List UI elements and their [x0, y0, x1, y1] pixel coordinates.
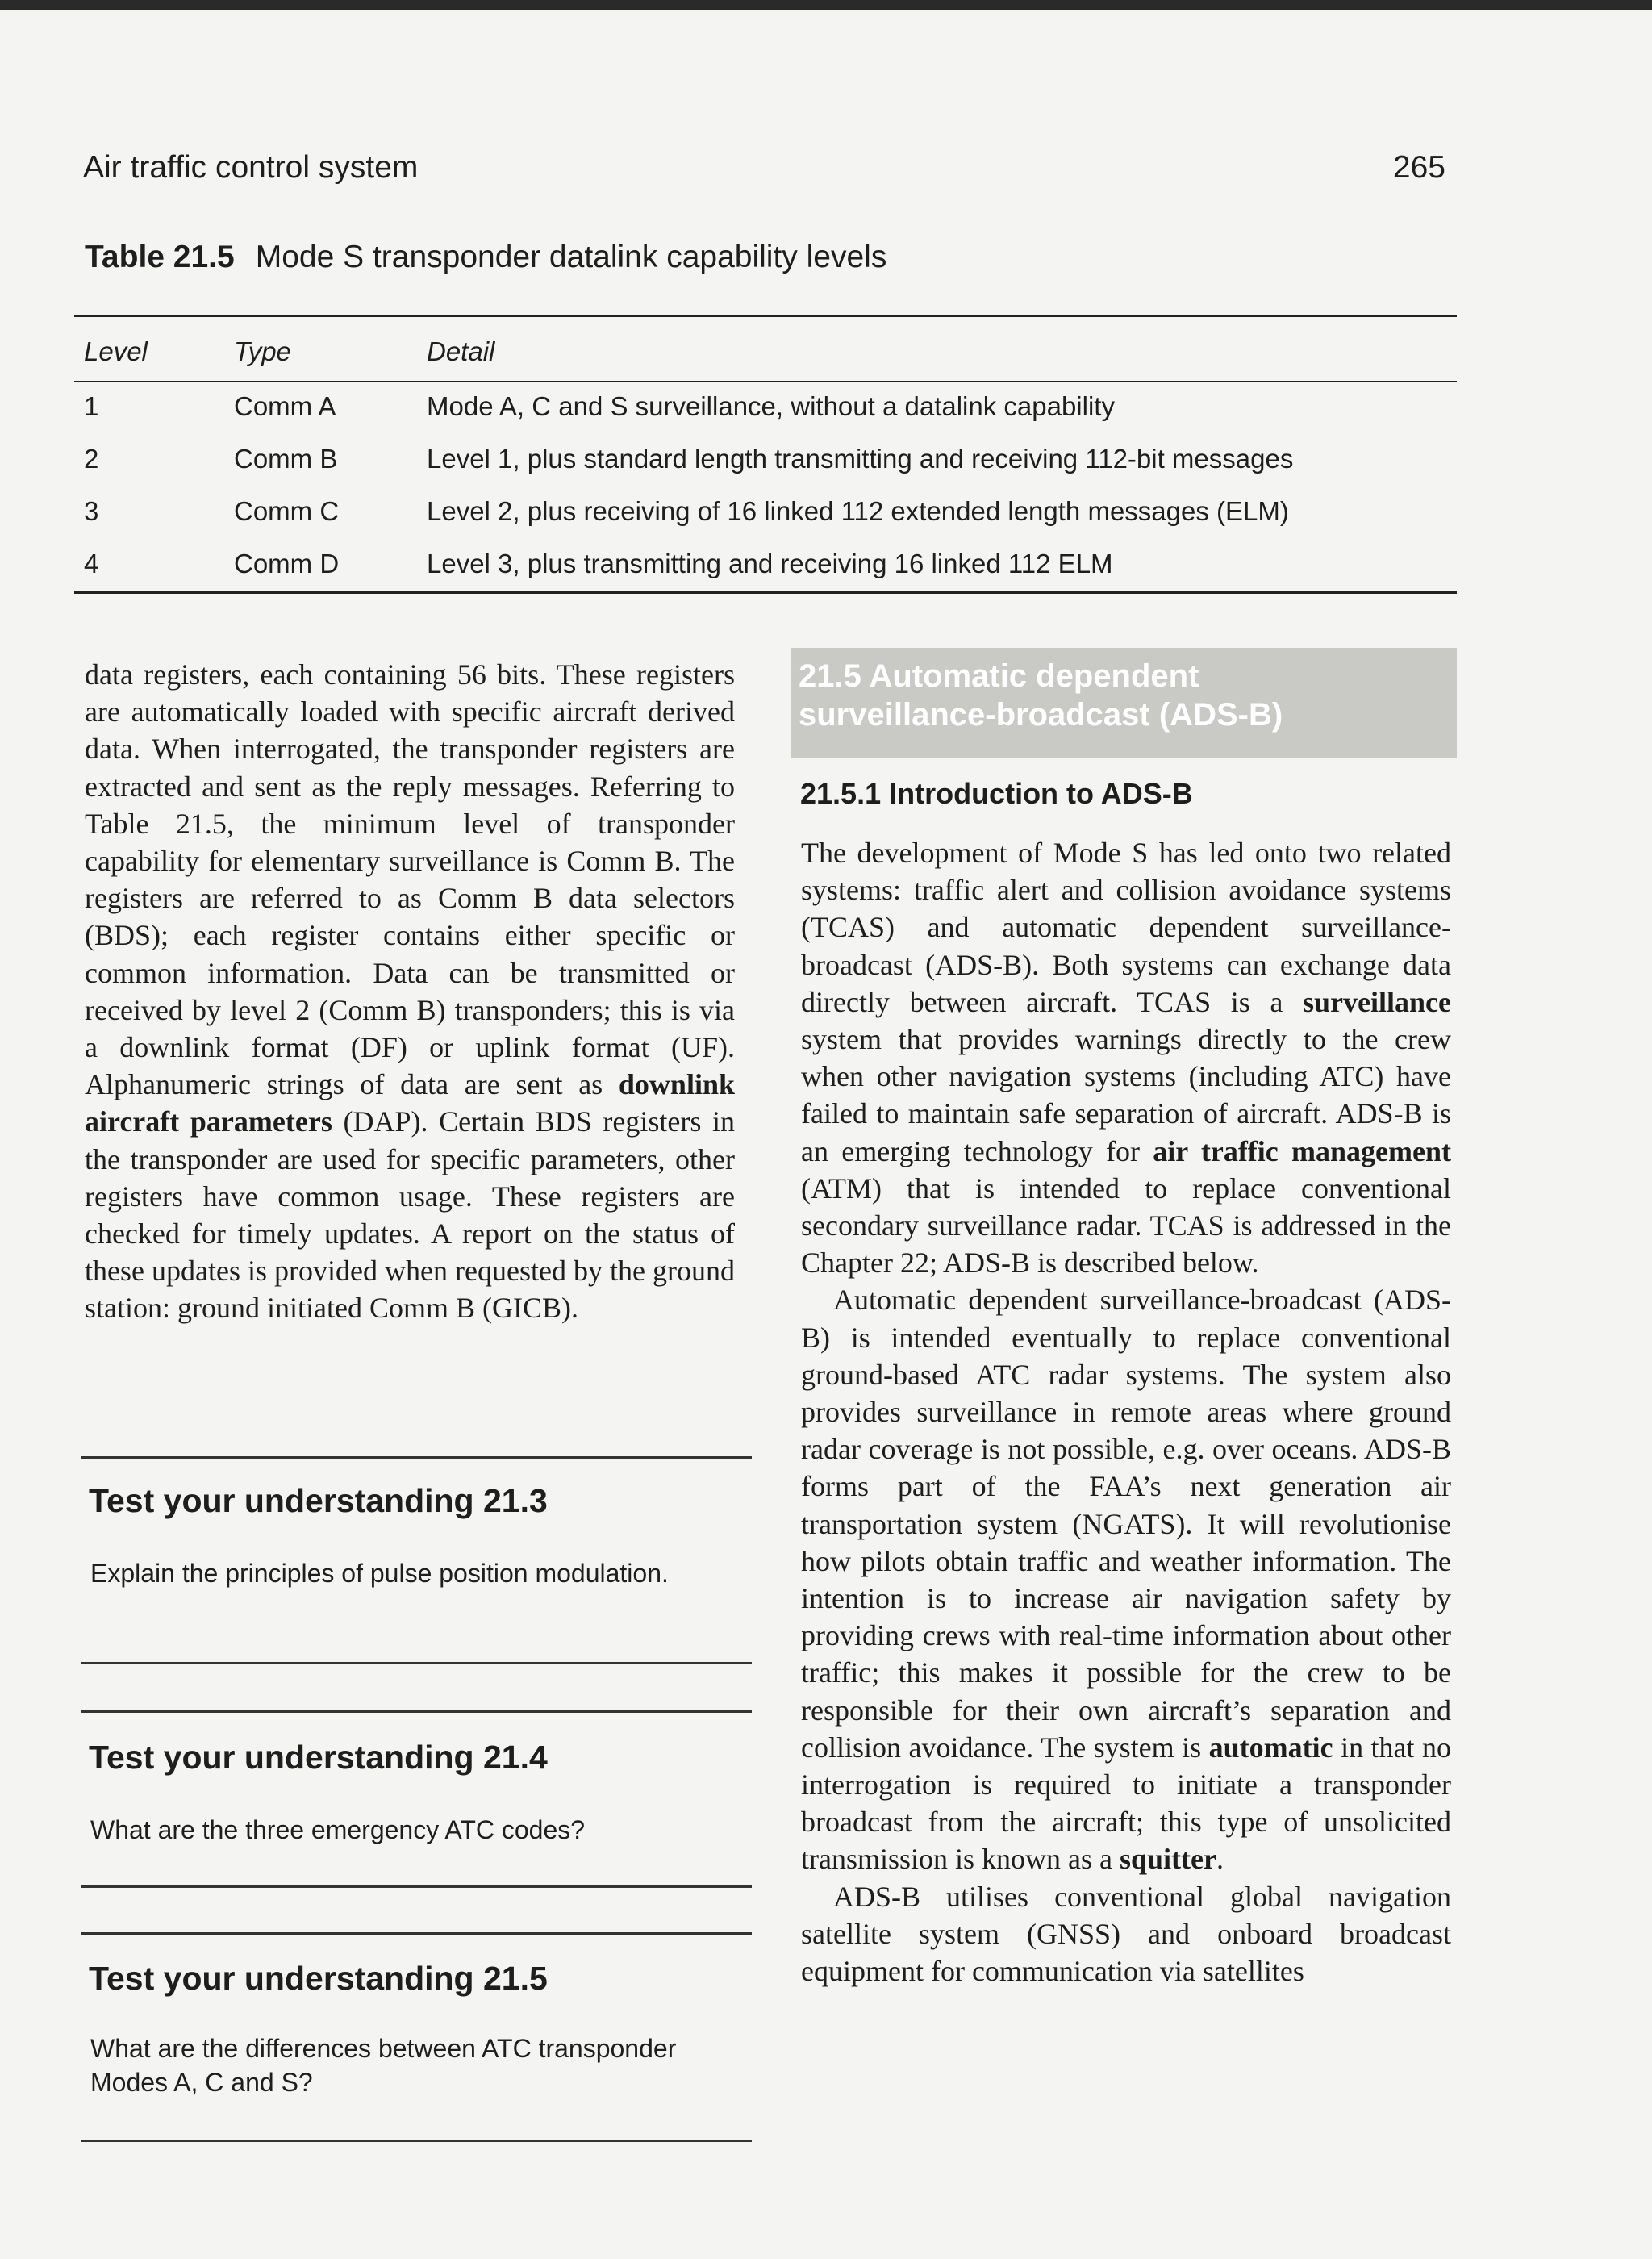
- test-question: What are the three emergency ATC codes?: [90, 1815, 586, 1844]
- cell-detail: Level 2, plus receiving of 16 linked 112 extended length messages (ELM): [427, 496, 1289, 526]
- term-surveillance: surveillance: [1303, 985, 1451, 1018]
- cell-detail: Mode A, C and S surveillance, without a datalink capability: [427, 391, 1115, 421]
- cell-detail: Level 1, plus standard length transmitting and receiving 112-bit messages: [427, 444, 1294, 474]
- table-top-rule: [74, 315, 1457, 317]
- subsection-heading: 21.5.1 Introduction to ADS-B: [800, 777, 1193, 810]
- cell-detail: Level 3, plus transmitting and receiving 16 linked 112 ELM: [427, 549, 1113, 578]
- test-top-rule: [81, 1932, 752, 1935]
- cell-level: 3: [84, 496, 99, 526]
- col-type-header: Type: [234, 336, 291, 366]
- right-paragraph: Automatic dependent surveillance-broadcast (ADS-B) is intended eventually to replace conventional ground-based ATC radar systems. The system also provides surveillance in remote areas where ground radar coverage is not possible, e.g. over oceans. ADS-B forms part of the FAA’s next generation air transportation system (NGATS). It will revolutionise how pilots obtain traffic and weather information. The intention is to increase air navigation safety by providing crews with real-time information about other traffic; this makes it possible for the crew to be responsible for their own aircraft’s separation and collision avoidance. The system is automatic in that no interrogation is required to initiate a transponder broadcast from the aircraft; this type of unsolicited transmission is known as a squitter.: [801, 1284, 1452, 1876]
- right-paragraph: The development of Mode S has led onto two related systems: traffic alert and collision avoidance systems (TCAS) and automatic dependent surveillance-broadcast (ADS-B). Both systems can exchange data directly between aircraft. TCAS is a surveillance system that provides warnings directly to the crew when other navigation systems (including ATC) have failed to maintain safe separation of aircraft. ADS-B is an emerging technology for air traffic management (ATM) that is intended to replace conventional secondary surveillance radar. TCAS is addressed in the Chapter 22; ADS-B is described below.: [801, 837, 1452, 1280]
- cell-type: Comm D: [234, 549, 340, 578]
- test-bottom-rule: [81, 1885, 752, 1888]
- cell-level: 2: [84, 444, 99, 474]
- col-level-header: Level: [84, 336, 148, 366]
- right-paragraph: ADS-B utilises conventional global navigation satellite system (GNSS) and onboard broadcast equipment for communication via satellites: [801, 1880, 1451, 1988]
- test-top-rule: [81, 1456, 752, 1459]
- test-question: Explain the principles of pulse position modulation.: [90, 1559, 669, 1588]
- test-title: Test your understanding 21.4: [89, 1739, 548, 1776]
- test-title: Test your understanding 21.5: [89, 1960, 548, 1997]
- left-body-paragraph: data registers, each containing 56 bits. These registers are automatically loaded with specific aircraft derived data. When interrogated, the transponder registers are extracted and sent as the reply messages. Referring to Table 21.5, the minimum level of transponder capability for elementary surveillance is Comm B. The registers are referred to as Comm B data selectors (BDS); each register contains either specific or common information. Data can be transmitted or received by level 2 (Comm B) transponders; this is via a downlink format (DF) or uplink format (UF). Alphanumeric strings of data are sent as downlink aircraft parameters (DAP). Certain BDS registers in the transponder are used for specific parameters, other registers have common usage. These registers are checked for timely updates. A report on the status of these updates is provided when requested by the ground station: ground initiated Comm B (GICB).: [85, 658, 736, 1325]
- table-header-rule: [74, 381, 1457, 382]
- table-label: Table 21.5: [85, 240, 235, 274]
- section-heading: 21.5 Automatic dependent surveillance-broadcast (ADS-B): [799, 658, 1283, 733]
- term-squitter: squitter: [1119, 1843, 1216, 1876]
- scan-top-edge: [0, 0, 1652, 10]
- term-dap: downlink aircraft parameters: [85, 1068, 735, 1138]
- cell-type: Comm A: [234, 391, 336, 421]
- term-automatic: automatic: [1208, 1731, 1333, 1764]
- col-detail-header: Detail: [427, 336, 495, 366]
- page-number: 265: [1392, 150, 1446, 185]
- cell-type: Comm B: [234, 444, 338, 474]
- cell-type: Comm C: [234, 496, 340, 526]
- cell-level: 4: [84, 549, 99, 578]
- table-caption-text: Mode S transponder datalink capability levels: [255, 240, 887, 274]
- table-bottom-rule: [74, 591, 1457, 594]
- test-bottom-rule: [81, 2140, 752, 2142]
- test-bottom-rule: [81, 1662, 752, 1664]
- cell-level: 1: [84, 391, 99, 421]
- test-top-rule: [81, 1710, 752, 1713]
- table-caption: [85, 240, 886, 275]
- right-body-text: [801, 834, 1451, 1990]
- running-title: Air traffic control system: [83, 150, 419, 185]
- test-title: Test your understanding 21.3: [89, 1482, 548, 1519]
- test-question: What are the differences between ATC transponder Modes A, C and S?: [90, 2034, 677, 2097]
- term-atm: air traffic management: [1153, 1134, 1452, 1167]
